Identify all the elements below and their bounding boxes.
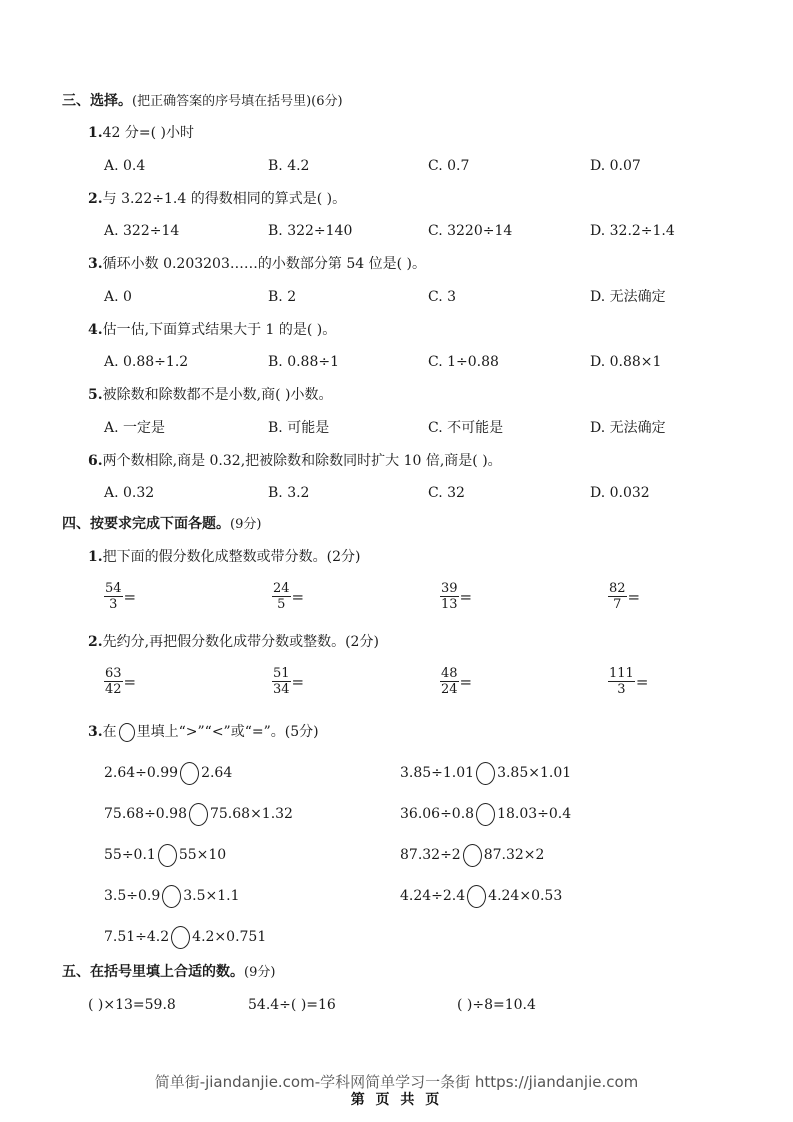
comparison-right: 4.24×0.53 — [488, 888, 563, 904]
watermark: 简单街-jiandanjie.com-学科网简单学习一条街 https://jiandanjie.com — [154, 1073, 639, 1091]
option-b[interactable]: B. 可能是 — [268, 419, 330, 436]
question-3-5 — [88, 385, 332, 405]
question-text: 先约分,再把假分数化成带分数或整数。(2分) — [102, 634, 379, 650]
question-4-2 — [88, 632, 379, 652]
option-b[interactable]: B. 2 — [268, 288, 297, 305]
section-note: (9分) — [230, 517, 262, 532]
answer-circle[interactable] — [476, 803, 495, 826]
numerator: 82 — [609, 581, 626, 596]
option-b[interactable]: B. 4.2 — [268, 157, 310, 174]
equals-sign: = — [459, 672, 473, 691]
equals-sign: = — [635, 672, 649, 691]
question-3-4 — [88, 320, 336, 340]
comparison-item — [400, 761, 571, 785]
comparison-right: 4.2×0.751 — [192, 929, 267, 945]
comparison-item — [104, 802, 293, 826]
comparison-item — [104, 761, 232, 785]
numerator: 54 — [105, 581, 122, 596]
question-text: 循环小数 0.203203……的小数部分第 54 位是( )。 — [102, 256, 426, 272]
equals-sign: = — [459, 587, 473, 606]
comparison-right: 2.64 — [201, 765, 233, 781]
denominator: 13 — [441, 597, 458, 612]
numerator: 39 — [441, 581, 458, 596]
fraction — [272, 666, 291, 697]
comparison-item — [400, 884, 562, 908]
fraction-item — [608, 581, 640, 612]
numerator: 111 — [609, 666, 634, 681]
section-5-heading — [62, 962, 275, 982]
fraction-item — [272, 666, 304, 697]
answer-circle[interactable] — [476, 762, 495, 785]
equals-sign: = — [291, 587, 305, 606]
fraction-item — [440, 581, 472, 612]
equals-sign: = — [627, 587, 641, 606]
option-a[interactable]: A. 322÷14 — [104, 223, 180, 239]
question-3-2 — [88, 189, 346, 209]
question-text: 与 3.22÷1.4 的得数相同的算式是( )。 — [102, 190, 347, 207]
option-c[interactable]: C. 3220÷14 — [428, 223, 513, 239]
question-3-3 — [88, 254, 426, 274]
section-note: (9分) — [244, 965, 276, 980]
equals-sign: = — [123, 672, 137, 691]
question-number: 1. — [88, 125, 103, 141]
fraction-item — [440, 666, 472, 697]
fraction — [104, 666, 123, 697]
answer-circle[interactable] — [158, 844, 177, 867]
page-number: 第 页 共 页 — [350, 1092, 443, 1108]
question-number: 2. — [88, 634, 103, 650]
denominator: 24 — [441, 682, 458, 697]
numerator: 48 — [441, 666, 458, 681]
comparison-right: 18.03÷0.4 — [497, 806, 572, 822]
option-c[interactable]: C. 3 — [428, 288, 457, 305]
denominator: 3 — [617, 682, 626, 697]
equals-sign: = — [123, 587, 137, 606]
circle-icon — [119, 723, 135, 742]
option-c[interactable]: C. 32 — [428, 485, 465, 501]
fraction — [608, 666, 635, 697]
question-text-prefix: 在 — [102, 724, 117, 740]
option-d[interactable]: D. 32.2÷1.4 — [590, 223, 675, 239]
option-a[interactable]: A. 0.4 — [104, 157, 146, 174]
question-text: 42 分=( )小时 — [102, 125, 194, 141]
fraction-item — [104, 581, 136, 612]
answer-circle[interactable] — [162, 885, 181, 908]
question-number: 5. — [88, 387, 103, 403]
fraction-item — [104, 666, 136, 697]
comparison-item — [104, 843, 226, 867]
denominator: 5 — [277, 597, 286, 612]
question-4-3 — [88, 722, 319, 742]
answer-circle[interactable] — [180, 762, 199, 785]
fraction — [608, 581, 627, 612]
fraction-item — [272, 581, 304, 612]
answer-circle[interactable] — [467, 885, 486, 908]
comparison-left: 2.64÷0.99 — [104, 765, 179, 781]
option-b[interactable]: B. 3.2 — [268, 485, 310, 501]
comparison-item — [400, 802, 571, 826]
comparison-right: 55×10 — [178, 847, 227, 863]
comparison-right: 3.5×1.1 — [183, 888, 240, 904]
comparison-left: 36.06÷0.8 — [400, 806, 475, 822]
comparison-left: 87.32÷2 — [400, 847, 461, 863]
fraction — [272, 581, 291, 612]
section-note: (把正确答案的序号填在括号里)(6分) — [132, 94, 343, 109]
fill-blank-3[interactable]: ( )÷8=10.4 — [457, 997, 536, 1013]
option-a[interactable]: A. 一定是 — [104, 419, 166, 436]
fill-blank-1[interactable]: ( )×13=59.8 — [88, 997, 176, 1013]
question-number: 3. — [88, 256, 103, 272]
question-text: 里填上“>”“<”或“=”。(5分) — [136, 724, 319, 740]
fraction — [440, 581, 459, 612]
comparison-left: 4.24÷2.4 — [400, 888, 466, 904]
option-a[interactable]: A. 0 — [104, 288, 132, 305]
option-b[interactable]: B. 322÷140 — [268, 223, 353, 239]
option-c[interactable]: C. 0.7 — [428, 157, 470, 174]
question-number: 4. — [88, 321, 103, 338]
question-3-6 — [88, 451, 502, 471]
comparison-left: 3.5÷0.9 — [104, 888, 161, 904]
fill-blank-2[interactable]: 54.4÷( )=16 — [248, 997, 336, 1013]
answer-circle[interactable] — [463, 844, 482, 867]
question-text: 被除数和除数都不是小数,商( )小数。 — [102, 387, 333, 403]
option-a[interactable]: A. 0.32 — [104, 485, 155, 501]
option-c[interactable]: C. 不可能是 — [428, 419, 504, 436]
question-text: 估一估,下面算式结果大于 1 的是( )。 — [102, 321, 337, 338]
option-c[interactable]: C. 1÷0.88 — [428, 354, 499, 370]
option-a[interactable]: A. 0.88÷1.2 — [104, 354, 189, 370]
comparison-left: 3.85÷1.01 — [400, 765, 475, 781]
comparison-right: 87.32×2 — [483, 847, 545, 863]
comparison-left: 75.68÷0.98 — [104, 806, 187, 822]
section-3-heading — [62, 91, 343, 111]
answer-circle[interactable] — [189, 803, 208, 826]
denominator: 42 — [105, 682, 122, 697]
question-text: 把下面的假分数化成整数或带分数。(2分) — [102, 549, 361, 565]
option-d[interactable]: D. 0.88×1 — [590, 354, 662, 370]
option-b[interactable]: B. 0.88÷1 — [268, 354, 339, 370]
question-number: 1. — [88, 549, 103, 565]
fraction-item — [608, 666, 648, 697]
comparison-item — [104, 884, 240, 908]
denominator: 34 — [273, 682, 290, 697]
question-text: 两个数相除,商是 0.32,把被除数和除数同时扩大 10 倍,商是( )。 — [102, 452, 502, 469]
comparison-right: 75.68×1.32 — [209, 806, 293, 822]
question-number: 6. — [88, 452, 103, 469]
equals-sign: = — [291, 672, 305, 691]
denominator: 7 — [613, 597, 622, 612]
comparison-item — [400, 843, 544, 867]
fraction — [104, 581, 123, 612]
section-title: 五、在括号里填上合适的数。 — [62, 964, 244, 980]
question-number: 3. — [88, 724, 103, 740]
numerator: 51 — [273, 666, 290, 681]
option-d[interactable]: D. 无法确定 — [590, 288, 666, 305]
denominator: 3 — [109, 597, 118, 612]
fraction — [440, 666, 459, 697]
question-4-1 — [88, 547, 360, 567]
question-3-1 — [88, 123, 194, 143]
comparison-item — [104, 925, 266, 949]
option-d[interactable]: D. 0.032 — [590, 485, 650, 501]
comparison-left: 7.51÷4.2 — [104, 929, 170, 945]
section-title: 四、按要求完成下面各题。 — [62, 516, 230, 532]
numerator: 63 — [105, 666, 122, 681]
option-d[interactable]: D. 0.07 — [590, 157, 641, 174]
answer-circle[interactable] — [171, 926, 190, 949]
comparison-right: 3.85×1.01 — [497, 765, 572, 781]
option-d[interactable]: D. 无法确定 — [590, 419, 666, 436]
comparison-left: 55÷0.1 — [104, 847, 156, 863]
section-4-heading — [62, 514, 261, 534]
question-number: 2. — [88, 190, 103, 207]
section-title: 三、选择。 — [62, 93, 132, 109]
numerator: 24 — [273, 581, 290, 596]
